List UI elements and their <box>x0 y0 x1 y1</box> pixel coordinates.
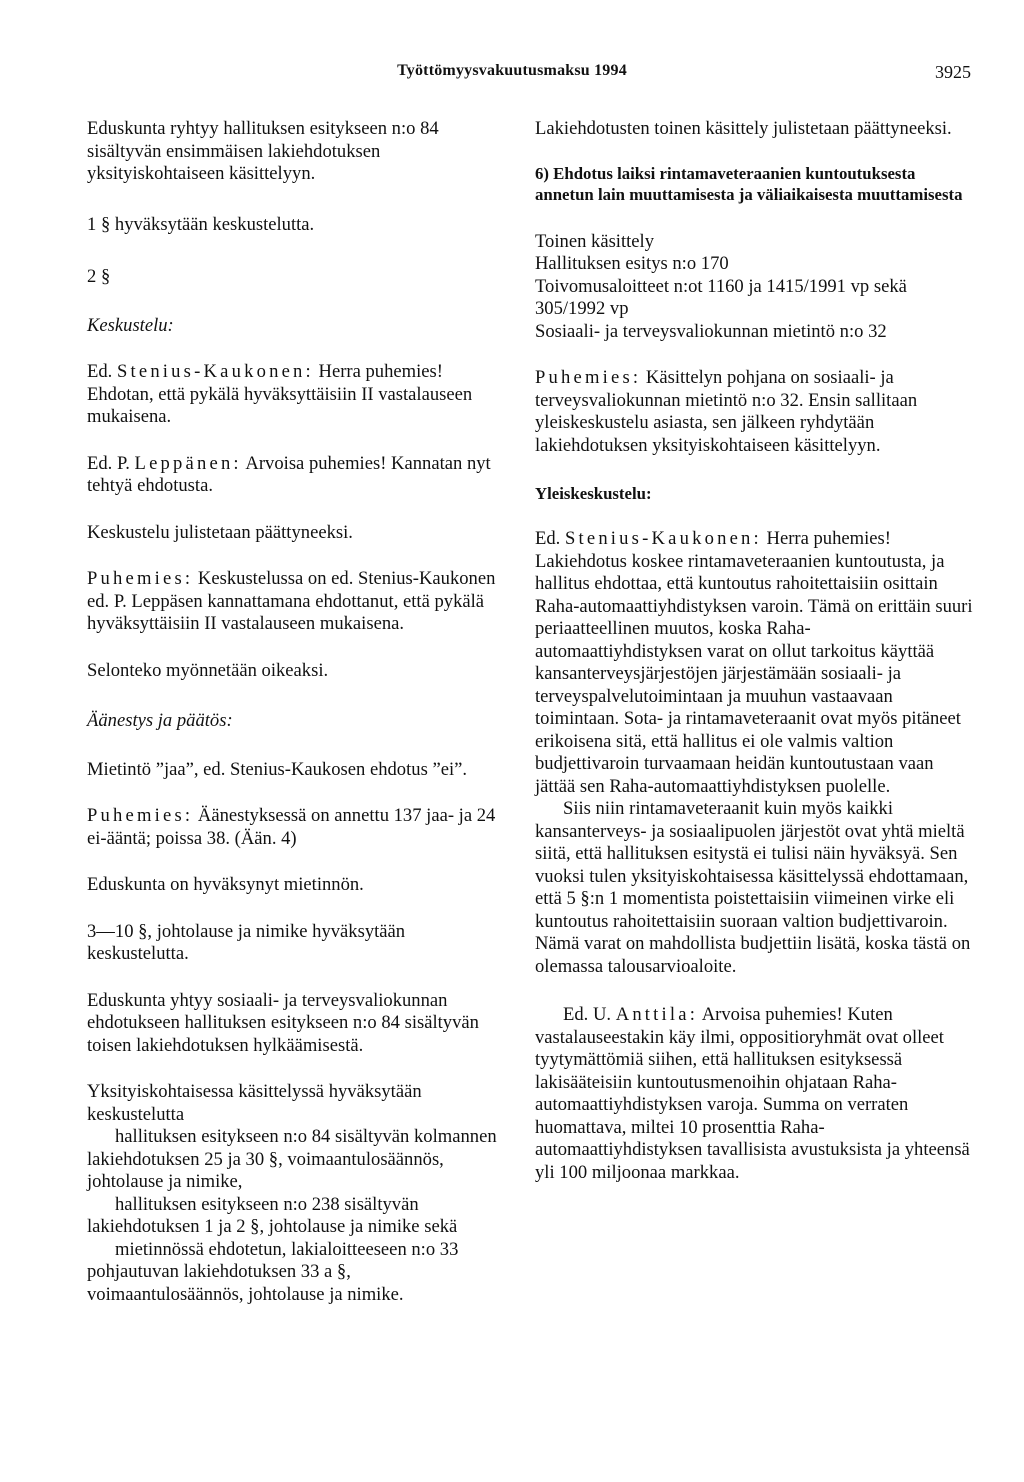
speech-prefix: Ed. <box>535 528 565 549</box>
speech-text: Keskustelussa on ed. Stenius-Kaukonen ed. P. Leppäsen kannattamana ehdottanut, että pykälä hyväksyttäisiin II vastalauseen mukaisena. <box>87 568 496 634</box>
paragraph-yksityiskohtaisessa: Yksityiskohtaisessa käsittelyssä hyväksytään keskustelutta <box>87 1081 422 1125</box>
speech-text: Arvoisa puhemies! Kannatan nyt tehtyä ehdotusta. <box>87 452 491 496</box>
speech-text: Käsittelyn pohjana on sosiaali- ja terveysvaliokunnan mietintö n:o 32. Ensin sallitaan yleiskeskustelu asiasta, sen jälkeen ryhdytään lakiehdotuksen yksityiskohtaiseen käsittelyyn. <box>535 367 918 456</box>
speech-text: Herra puhemies! Ehdotan, että pykälä hyväksyttäisiin II vastalauseen mukaisena. <box>87 361 473 427</box>
speech-text: Äänestyksessä on annettu 137 jaa- ja 24 ei-ääntä; poissa 38. (Ään. 4) <box>87 805 496 849</box>
section-heading-6: 6) Ehdotus laiksi rintamaveteraanien kuntoutuksesta annetun lain muuttamisesta ja väliaikaisesta muuttamisesta <box>535 163 963 204</box>
speech-stenius-kaukonen-2 <box>535 528 973 798</box>
paragraph-lakiehdotusten-toinen: Lakiehdotusten toinen käsittely julistetaan päättyneeksi. <box>535 118 952 139</box>
paragraph-selonteko: Selonteko myönnetään oikeaksi. <box>87 659 329 681</box>
list-item-he238: hallituksen esitykseen n:o 238 sisältyvän lakiehdotuksen 1 ja 2 §, johtolause ja nimike sekä <box>87 1193 458 1237</box>
speaker-name: Stenius-Kaukonen: <box>116 361 314 382</box>
heading-keskustelu: Keskustelu: <box>87 314 174 336</box>
meta-hallituksen-esitys: Hallituksen esitys n:o 170 <box>535 253 729 274</box>
speech-puhemies-2 <box>87 805 506 850</box>
speech-text: Herra puhemies! Lakiehdotus koskee rintamaveteraanien kuntoutusta, ja hallitus ehdottaa, että kuntoutus rahoitettaisiin osittain Raha-automaattiyhdistyksen varoin. Tämä on erittäin suuri periaatteellinen muutos, koska Raha-automaattiyhdistyksen varat on ollut tarkoitus käyttää kansanterveysjärjestöjen järjestämään sosiaali- ja terveyspalvelutoimintaan ja muuhun vastaavaan toimintaan. Sota- ja rintamaveteraanit ovat myös pitäneet erikoisena sitä, että hallitus ei ole valmis valtion budjettivaroin turvaamaan heidän kuntoutustaan vaan jättää sen Raha-automaattiyhdistyksen puolelle. <box>535 528 973 797</box>
speech-leppanen <box>87 453 506 498</box>
meta-mietinto: Sosiaali- ja terveysvaliokunnan mietintö n:o 32 <box>535 320 887 342</box>
paragraph-2-pykala: 2 § <box>87 266 111 287</box>
speech-text: Arvoisa puhemies! Kuten vastalauseestakin käy ilmi, oppositioryhmät ovat olleet tyytymättömiä siihen, että hallituksen esityksessä lakisääteisiin kuntoutusmenoihin ohjataan Raha-automaattiyhdistyksen varoja. Summa on verraten huomattava, miltei 10 prosenttia Raha-automaattiyhdistyksen tavallisista avustuksista ja yhteensä yli 100 miljoonaa markkaa. <box>535 1004 970 1183</box>
heading-yleiskeskustelu: Yleiskeskustelu: <box>535 484 652 503</box>
speaker-name: Anttila: <box>615 1004 699 1025</box>
speech-puhemies-1 <box>87 568 506 636</box>
speech-prefix: Ed. U. <box>563 1004 616 1025</box>
paragraph-eduskunta-yhtyy: Eduskunta yhtyy sosiaali- ja terveysvaliokunnan ehdotukseen hallituksen esitykseen n:o 84 sisältyvän toisen lakiehdotuksen hylkäämisestä. <box>87 989 479 1056</box>
paragraph-mietinto-jaa: Mietintö ”jaa”, ed. Stenius-Kaukosen ehdotus ”ei”. <box>87 758 468 780</box>
right-column <box>535 118 973 1184</box>
speech-prefix: Ed. P. <box>87 452 135 474</box>
speaker-name: Puhemies: <box>87 805 194 826</box>
speaker-name: Puhemies: <box>535 367 642 388</box>
list-item-mietinto: mietinnössä ehdotetun, lakialoitteeseen n:o 33 pohjautuvan lakiehdotuksen 33 a §, voimaantulosäännös, johtolause ja nimike. <box>87 1238 459 1305</box>
speaker-name: Puhemies: <box>87 568 194 589</box>
paragraph-1-pykala: 1 § hyväksytään keskustelutta. <box>87 213 315 235</box>
paragraph-keskustelu-julistetaan: Keskustelu julistetaan päättyneeksi. <box>87 521 353 543</box>
speech-prefix: Ed. <box>87 361 117 382</box>
heading-aanestys: Äänestys ja päätös: <box>87 710 233 731</box>
left-column <box>87 118 506 1306</box>
speech-stenius-kaukonen <box>87 361 506 429</box>
list-item-he84: hallituksen esitykseen n:o 84 sisältyvän kolmannen lakiehdotuksen 25 ja 30 §, voimaantulosäännös, johtolause ja nimike, <box>87 1126 497 1192</box>
meta-toivomusaloitteet: Toivomusaloitteet n:ot 1160 ja 1415/1991 vp sekä 305/1992 vp <box>535 275 907 319</box>
paragraph-3-10-pykala: 3—10 §, johtolause ja nimike hyväksytään keskustelutta. <box>87 920 406 964</box>
speech-puhemies-3 <box>535 367 973 457</box>
paragraph-hyvaksynyt: Eduskunta on hyväksynyt mietinnön. <box>87 874 364 895</box>
speech-anttila <box>535 1004 973 1184</box>
meta-toinen-kasittely: Toinen käsittely <box>535 230 655 252</box>
page-number: 3925 <box>935 62 971 82</box>
paragraph-eduskunta-ryhtyy: Eduskunta ryhtyy hallituksen esitykseen n:o 84 sisältyvän ensimmäisen lakiehdotuksen yksityiskohtaiseen käsittelyyn. <box>87 118 439 184</box>
speaker-name: Stenius-Kaukonen: <box>564 528 762 549</box>
header-title: Työttömyysvakuutusmaksu 1994 <box>397 62 627 79</box>
speaker-name: Leppänen: <box>134 452 242 474</box>
paragraph-siis-niin: Siis niin rintamaveteraanit kuin myös kaikki kansanterveys- ja sosiaalipuolen järjestöt ovat yhtä mieltä siitä, että hallituksen esitystä ei tulisi näin hyväksyä. Sen vuoksi tulen yksityiskohtaisessa käsittelyssä ehdottamaan, että 5 §:n 1 momentista poistettaisiin viimeinen virke eli kuntoutus rahoitettaisiin suoraan valtion budjettivaroin. Nämä varat on mahdollista budjettiin lisätä, koska tästä on olemassa talousarvioaloite. <box>535 798 971 977</box>
